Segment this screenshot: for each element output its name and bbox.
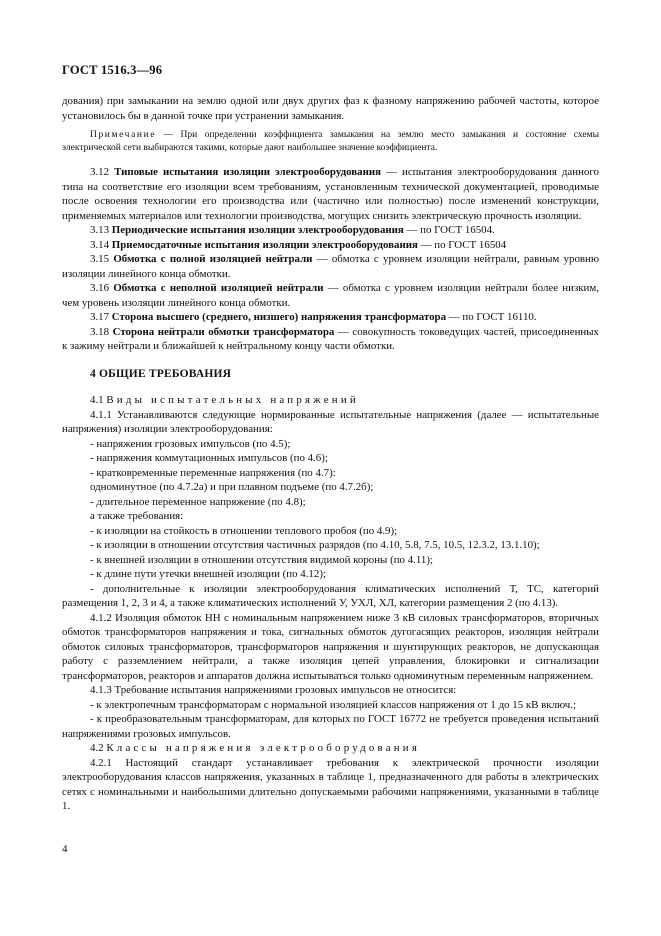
page-body <box>62 94 599 814</box>
term: Обмотка с неполной изоляцией нейтрали <box>113 282 324 294</box>
term: Обмотка с полной изоляцией нейтрали <box>113 253 313 265</box>
paragraph-4-2-1: 4.2.1 Настоящий стандарт устанавливает требования к электрической прочности изоляции электрооборудования классов напряжения, указанных в таблице 1, предназначенного для работы в электрических сетях с номинальными и наибольшими длительно допускаемыми рабочими напряжениями, указанными в таблице 1. <box>62 756 599 812</box>
definition-3-12: 3.12 Типовые испытания изоляции электрооборудования — испытания электрооборудования данного типа на соответствие его изоляции всем требованиям, установленным технической документацией, проводимые после освоения технологии его производства или (частично или полностью) после изменений конструкции, применяемых материалов или технологии производства, могущих снизить электрическую прочность изоляции. <box>62 166 599 222</box>
definition-3-17: 3.17 Сторона высшего (среднего, низшего) напряжения трансформатора — по ГОСТ 16110. <box>90 311 537 323</box>
definition-3-14: 3.14 Приемосдаточные испытания изоляции электрооборудования — по ГОСТ 16504 <box>90 238 507 251</box>
page-number: 4 <box>62 843 68 855</box>
page-header: ГОСТ 1516.3—96 <box>62 63 163 77</box>
section-heading-4: 4 ОБЩИЕ ТРЕБОВАНИЯ <box>90 367 232 380</box>
paragraph-continuation: дования) при замыкании на землю одной или двух других фаз к фазному напряжению рабочей частоты, которое установилось бы в данной точке при устранении замыкания. <box>62 95 599 122</box>
subsection-4-2-heading: 4.2 Классы напряжения электрооборудования <box>90 742 421 754</box>
definition-3-18: 3.18 Сторона нейтрали обмотки трансформатора — совокупность токоведущих частей, присоединенных к зажиму нейтрали и ближайшей к нейтральному концу части обмотки. <box>62 325 599 352</box>
definition-3-13: 3.13 Периодические испытания изоляции электрооборудования — по ГОСТ 16504. <box>90 224 495 236</box>
list-item: одноминутное (по 4.7.2а) и при плавном подъеме (по 4.7.2б); <box>90 481 374 493</box>
term: Типовые испытания изоляции электрооборудования <box>114 166 382 178</box>
list-item: - напряжения грозовых импульсов (по 4.5); <box>90 437 291 450</box>
list-item: - к длине пути утечки внешней изоляции (по 4.12); <box>90 568 326 580</box>
list-item: - к изоляции на стойкость в отношении теплового пробоя (по 4.9); <box>90 524 398 537</box>
list-item: - к внешней изоляции в отношении отсутствия видимой короны (по 4.11); <box>90 553 434 566</box>
list-item: - к электропечным трансформаторам с нормальной изоляцией классов напряжения от 1 до 15 кВ включ.; <box>90 698 576 711</box>
note <box>62 129 599 155</box>
paragraph-4-1-2: 4.1.2 Изоляция обмоток НН с номинальным напряжением ниже 3 кВ силовых трансформаторов, вторичных обмоток трансформаторов напряжения и тока, сигнальных обмоток дугогасящих реакторов, изоляция нейтрали обмоток силовых трансформаторов, трансформаторов напряжения и шунтирующих реакторов, не допускающая работу с разземлением нейтрали, а также изоляция цепей управления, блокировки и сигнализации трансформаторов, реакторов и аппаратов должна испытываться только одноминутным переменным напряжением. <box>62 611 599 682</box>
definition-3-16: 3.16 Обмотка с неполной изоляцией нейтрали — обмотка с уровнем изоляции нейтрали более низким, чем уровень изоляции линейного конца обмотки. <box>62 282 600 309</box>
list-item: - напряжения коммутационных импульсов (по 4.6); <box>90 452 328 464</box>
term: Сторона нейтрали обмотки трансформатора <box>112 325 335 338</box>
term: Сторона высшего (среднего, низшего) напряжения трансформатора <box>111 311 447 323</box>
term: Приемосдаточные испытания изоляции электрооборудования <box>111 238 418 251</box>
list-item: - длительное переменное напряжение (по 4.8); <box>90 495 306 508</box>
list-item: а также требования: <box>90 510 184 522</box>
term: Периодические испытания изоляции электрооборудования <box>111 224 404 236</box>
paragraph-4-1-3: 4.1.3 Требование испытания напряжениями грозовых импульсов не относится: <box>90 684 457 696</box>
note-label: Примечание <box>90 130 157 140</box>
note-text: — При определении коэффициента замыкания на землю место замыкания и состояние схемы электрической сети выбираются такими, которые дают наибольшее значение коэффициента. <box>62 130 599 153</box>
definition-3-15: 3.15 Обмотка с полной изоляцией нейтрали — обмотка с уровнем изоляции нейтрали, равным уровню изоляции линейного конца обмотки. <box>62 253 600 280</box>
list-item: - дополнительные к изоляции электрооборудования климатических исполнений Т, ТС, категорий размещения 1, 2, 3 и 4, а также климатических исполнений У, УХЛ, ХЛ, категории размещения 2 (по 4.13). <box>62 582 599 609</box>
list-item: - к изоляции в отношении отсутствия частичных разрядов (по 4.10, 5.8, 7.5, 10.5, 12.3.2, 13.1.10); <box>90 539 540 551</box>
list-item: - кратковременные переменные напряжения (по 4.7): <box>90 466 336 479</box>
list-item: - к преобразовательным трансформаторам, для которых по ГОСТ 16772 не требуется проведения испытаний напряжениями грозовых импульсов. <box>62 713 599 740</box>
subsection-4-1-heading: 4.1 Виды испытательных напряжений <box>90 394 359 406</box>
paragraph-4-1-1: 4.1.1 Устанавливаются следующие нормированные испытательные напряжения (далее — испытательные напряжения) изоляции электрооборудования: <box>62 408 599 435</box>
